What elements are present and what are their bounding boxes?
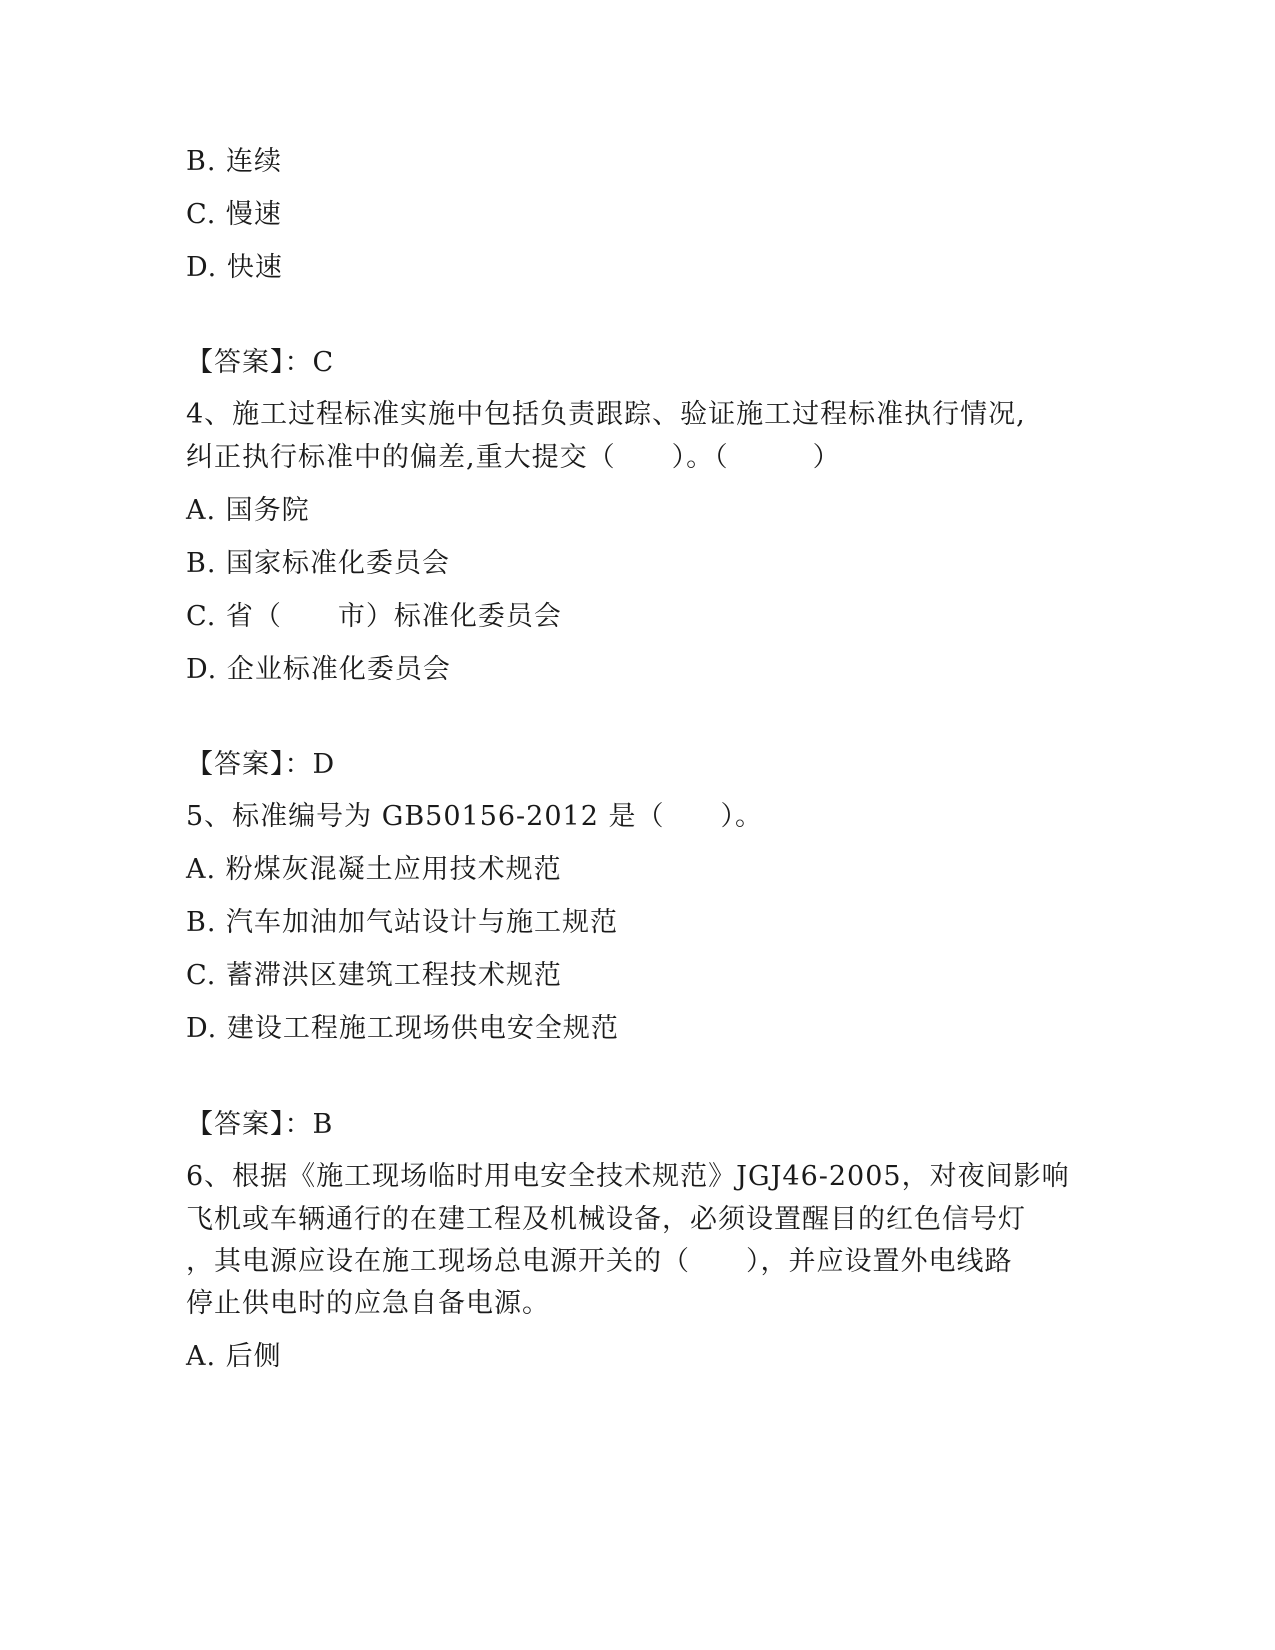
q6-stem-line-1: 6、根据《施工现场临时用电安全技术规范》JGJ46-2005，对夜间影响: [186, 1161, 1070, 1192]
q6-stem-line-3: ，其电源应设在施工现场总电源开关的（ ），并应设置外电线路: [186, 1246, 1013, 1277]
q4-option-b: B. 国家标准化委员会: [186, 548, 451, 579]
q4-option-d: D. 企业标准化委员会: [186, 654, 451, 685]
q5-answer: 【答案】：B: [186, 1109, 334, 1140]
q5-option-b: B. 汽车加油加气站设计与施工规范: [186, 907, 619, 938]
q3-option-d: D. 快速: [186, 252, 283, 283]
q5-option-d: D. 建设工程施工现场供电安全规范: [186, 1013, 619, 1044]
q4-answer: 【答案】：D: [186, 749, 336, 780]
q6-option-a: A. 后侧: [186, 1341, 282, 1372]
q4-stem-line-1: 4、施工过程标准实施中包括负责跟踪、验证施工过程标准执行情况,: [186, 399, 1026, 430]
q5-option-c: C. 蓄滞洪区建筑工程技术规范: [186, 960, 562, 991]
q3-answer: 【答案】：C: [186, 347, 335, 378]
q4-option-a: A. 国务院: [186, 495, 310, 526]
q4-stem-line-2: 纠正执行标准中的偏差,重大提交（ ）。（ ）: [186, 442, 841, 473]
q6-stem-line-4: 停止供电时的应急自备电源。: [186, 1288, 550, 1319]
q6-stem-line-2: 飞机或车辆通行的在建工程及机械设备，必须设置醒目的红色信号灯: [186, 1204, 1026, 1235]
q5-option-a: A. 粉煤灰混凝土应用技术规范: [186, 854, 562, 885]
q5-stem: 5、标准编号为 GB50156-2012 是（ ）。: [186, 801, 763, 832]
q3-option-b: B. 连续: [186, 146, 283, 177]
q4-option-c: C. 省（ 市）标准化委员会: [186, 601, 562, 632]
q3-option-c: C. 慢速: [186, 199, 282, 230]
